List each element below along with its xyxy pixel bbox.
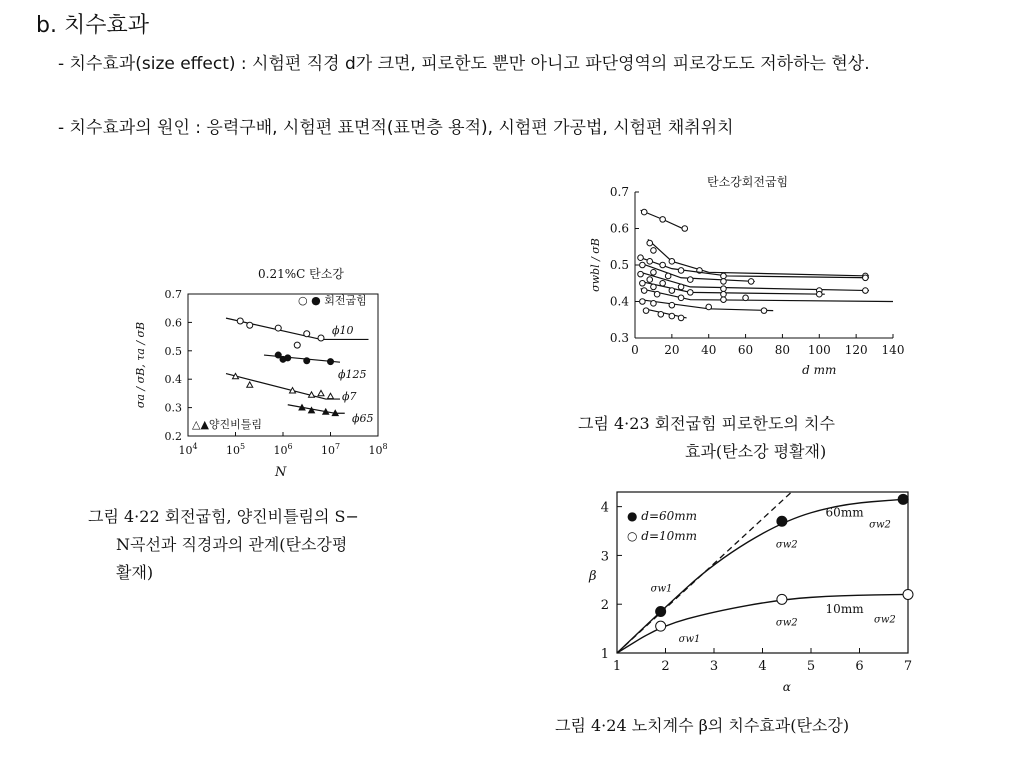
point-label: σw2 [869, 519, 891, 531]
plot-frame [188, 294, 378, 436]
data-point [678, 315, 684, 321]
data-point [863, 288, 869, 294]
y-tick-label: 0.4 [164, 373, 182, 387]
figure-4-23-caption-line-2: 효과(탄소강 평활재) [685, 442, 827, 461]
data-point [669, 313, 675, 319]
figure-4-24-caption-line-1: 그림 4·24 노치계수 β의 치수효과(탄소강) [555, 716, 850, 735]
data-point [651, 301, 657, 307]
data-point [898, 494, 908, 504]
fatigue-limit-diameter-chart [585, 170, 915, 385]
data-point [761, 308, 767, 314]
y-tick-label: 0.5 [609, 258, 629, 272]
data-point [647, 240, 653, 246]
x-tick-label: 0 [631, 343, 639, 357]
data-point [665, 273, 671, 279]
tick-label: $10^7$ [320, 442, 341, 457]
x-tick-label: 80 [774, 343, 791, 357]
series-label: ϕ10 [332, 324, 354, 337]
data-point [275, 325, 281, 331]
data-point [678, 295, 684, 301]
data-point [638, 271, 644, 277]
x-tick-label: 1 [612, 659, 622, 674]
data-point [641, 209, 647, 215]
data-point [660, 262, 666, 268]
data-point [247, 322, 253, 328]
y-tick-label: 3 [600, 549, 609, 565]
y-tick-label: 0.6 [164, 316, 182, 330]
tick-label: $10^5$ [225, 442, 246, 457]
data-point [678, 268, 684, 274]
data-point [318, 390, 324, 395]
series-label: ϕ125 [338, 368, 367, 381]
data-point [721, 273, 727, 279]
data-point [903, 589, 913, 599]
sn-curve-chart [130, 262, 390, 492]
figure-4-22-caption-line-3: 활재) [116, 563, 154, 582]
notch-factor-chart [575, 478, 920, 698]
data-point [687, 277, 693, 283]
data-point [654, 291, 660, 297]
y-tick-label: 4 [600, 500, 609, 516]
figure-4-22-caption-line-1: 그림 4·22 회전굽힘, 양진비틀림의 S− [88, 507, 359, 526]
x-tick-label: 2 [661, 659, 670, 674]
data-point [237, 318, 243, 324]
data-point [706, 304, 712, 310]
bullet-size-effect-definition: - 치수효과(size effect) : 시험편 직경 d가 크면, 피로한도 뿐만 아니고 파단영역의 피로강도도 저하하는 현상. [58, 54, 870, 74]
chart-title: 탄소강회전굽힘 [707, 175, 789, 189]
data-point [651, 270, 657, 276]
data-point [643, 308, 649, 314]
data-point [647, 259, 653, 265]
chart-title: 0.21%C 탄소강 [258, 267, 344, 281]
data-point [777, 594, 787, 604]
point-label: σw1 [650, 583, 673, 595]
data-point [816, 291, 822, 297]
data-point [682, 226, 688, 232]
data-point [660, 217, 666, 223]
data-point [640, 299, 646, 305]
y-axis-label: σwbl / σB [589, 238, 602, 292]
x-tick-label: 20 [664, 343, 680, 357]
x-tick-label: 7 [903, 659, 913, 674]
series-label: ϕ7 [342, 390, 357, 403]
data-point [669, 259, 675, 265]
data-point [678, 284, 684, 290]
point-label: σw2 [775, 617, 798, 629]
y-tick-label: 0.5 [164, 344, 182, 358]
x-axis-label: N [275, 465, 287, 480]
series-label: 60mm [825, 505, 864, 520]
y-tick-label: 2 [600, 598, 609, 614]
legend-torsion: △▲양진비틀림 [192, 418, 263, 431]
data-point [669, 302, 675, 308]
x-tick-label: 60 [737, 343, 754, 357]
data-point [647, 277, 653, 283]
data-point [721, 286, 727, 292]
y-tick-label: 0.4 [609, 294, 629, 309]
y-axis-label: β [589, 568, 597, 584]
data-point [721, 291, 727, 297]
data-point [328, 393, 334, 398]
data-point [721, 297, 727, 303]
x-tick-label: 3 [709, 659, 719, 674]
data-point [658, 311, 664, 317]
bullet-size-effect-causes: - 치수효과의 원인 : 응력구배, 시험편 표면적(표면층 용적), 시험편 가공법, 시험편 채취위치 [58, 118, 734, 138]
y-tick-label: 0.3 [164, 401, 182, 415]
tick-label: $10^4$ [178, 442, 198, 457]
data-point [656, 621, 666, 631]
data-point [660, 280, 666, 286]
data-point [318, 335, 324, 341]
data-point [669, 288, 675, 294]
data-point [651, 284, 657, 290]
data-point [777, 516, 787, 526]
data-point [640, 262, 646, 268]
x-axis-label: α [782, 680, 791, 694]
point-label: σw1 [678, 634, 701, 646]
data-point [641, 288, 647, 294]
data-point [743, 295, 749, 301]
figure-4-22-caption-line-2: N곡선과 직경과의 관계(탄소강평 [116, 535, 348, 554]
legend-rotating-bending: ○ ● 회전굽힘 [298, 294, 367, 307]
legend-d10: ○ d=10mm [627, 529, 698, 543]
y-tick-label: 0.3 [609, 331, 629, 345]
y-tick-label: 0.2 [164, 430, 182, 443]
point-label: σw2 [775, 539, 798, 551]
x-tick-label: 100 [807, 343, 831, 357]
tick-label: $10^8$ [368, 442, 388, 457]
y-tick-label: 0.7 [164, 288, 182, 301]
x-tick-label: 120 [844, 343, 868, 357]
data-point [863, 275, 869, 281]
data-point [294, 342, 300, 348]
data-point [304, 331, 310, 337]
y-tick-label: 1 [600, 647, 609, 662]
tick-label: $10^6$ [273, 442, 293, 457]
section-heading: b. 치수효과 [36, 13, 149, 38]
data-point [304, 358, 310, 364]
x-tick-label: 5 [806, 659, 816, 674]
data-point [247, 382, 253, 387]
x-tick-label: 6 [855, 659, 864, 674]
y-tick-label: 0.6 [609, 221, 629, 236]
y-tick-label: 0.7 [609, 185, 629, 199]
x-axis-label: d mm [802, 363, 837, 377]
legend-d60: ● d=60mm [627, 509, 698, 523]
series-label: 10mm [825, 601, 864, 616]
series-label: ϕ65 [352, 412, 374, 425]
x-tick-label: 140 [881, 343, 905, 357]
figure-4-23-caption-line-1: 그림 4·23 회전굽힘 피로한도의 치수 [578, 414, 835, 433]
x-tick-label: 4 [758, 659, 767, 674]
data-point [285, 355, 291, 361]
point-label: σw2 [874, 614, 896, 626]
x-tick-label: 40 [701, 343, 717, 357]
data-point [640, 280, 646, 286]
y-axis-label: σa / σB, τa / σB [134, 321, 147, 409]
data-point [656, 607, 666, 617]
data-point [638, 255, 644, 261]
data-point [721, 279, 727, 285]
data-point [328, 359, 334, 365]
data-point [687, 290, 693, 296]
data-point [748, 279, 754, 285]
data-point [651, 248, 657, 254]
